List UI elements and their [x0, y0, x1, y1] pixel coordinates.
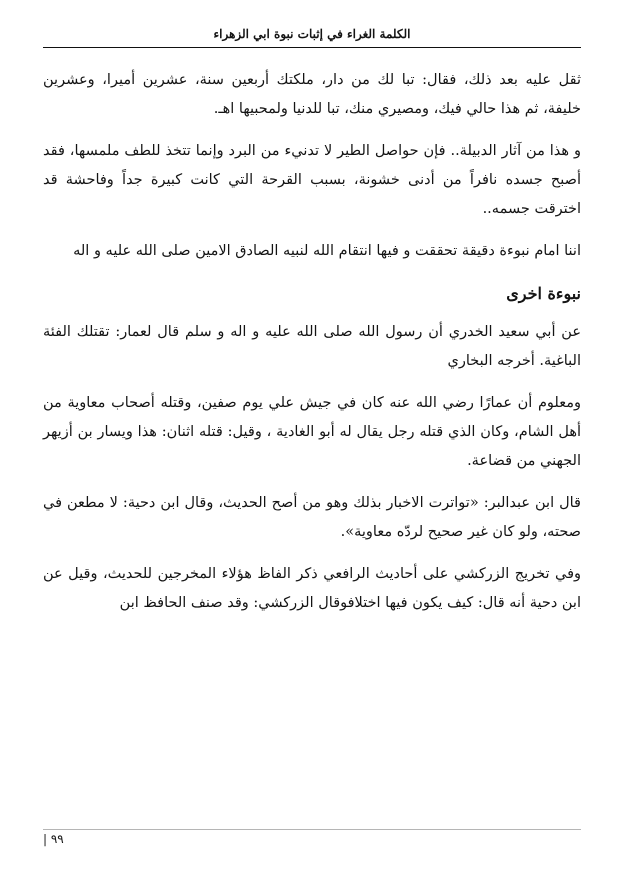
paragraph: اننا امام نبوءة دقيقة تحققت و فيها انتقام الله لنبيه الصادق الامين صلى الله عليه و اله — [73, 243, 581, 259]
paragraph: ومعلوم أن عمارًا رضي الله عنه كان في جيش علي يوم صفين، وقتله أصحاب معاوية من أهل الشام، وكان الذي قتله رجل يقال له أبو الغادية ، وقيل: قتله اثنان: هذا ويسار بن أزيهر الجهني من قضاعة. — [43, 395, 581, 469]
running-header: الكلمة الغراء في إثبات نبوة ابي الزهراء — [213, 27, 411, 41]
footer-rule — [43, 829, 581, 830]
paragraph: وفي تخريج الزركشي على أحاديث الرافعي ذكر الفاظ هؤلاء المخرجين للحديث، وقيل عن ابن دحية أنه قال: كيف يكون فيها اختلافوقال الزركشي: وقد صنف الحافظ ابن — [43, 566, 581, 611]
header-rule — [43, 47, 581, 48]
paragraph: عن أبي سعيد الخدري أن رسول الله صلى الله عليه و اله و سلم قال لعمار: تقتلك الفئة الباغية. أخرجه البخاري — [43, 324, 581, 369]
paragraph: و هذا من آثار الدبيلة.. فإن حواصل الطير لا تدنيء من البرد وإنما تتخذ للطف ملمسها، فقد أصبح جسده نافراً من أدنى خشونة، بسبب القرحة التي كانت كبيرة جداً وفاحشة قد اخترقت جسمه.. — [43, 143, 581, 217]
section-heading: نبوءة اخرى — [506, 284, 581, 303]
paragraph: ثقل عليه بعد ذلك، فقال: تبا لك من دار، ملكتك أربعين سنة، عشرين أميرا، وعشرين خليفة، ثم هذا حالي فيك، ومصيري منك، تبا للدنيا ولمحبيها اهـ. — [43, 72, 581, 117]
page-number: ٩٩ | — [43, 832, 64, 846]
page-body — [43, 66, 581, 631]
paragraph: قال ابن عبدالبر: «تواترت الاخبار بذلك وهو من أصح الحديث، وقال ابن دحية: لا مطعن في صحته، ولو كان غير صحيح لردّه معاوية». — [43, 495, 581, 540]
